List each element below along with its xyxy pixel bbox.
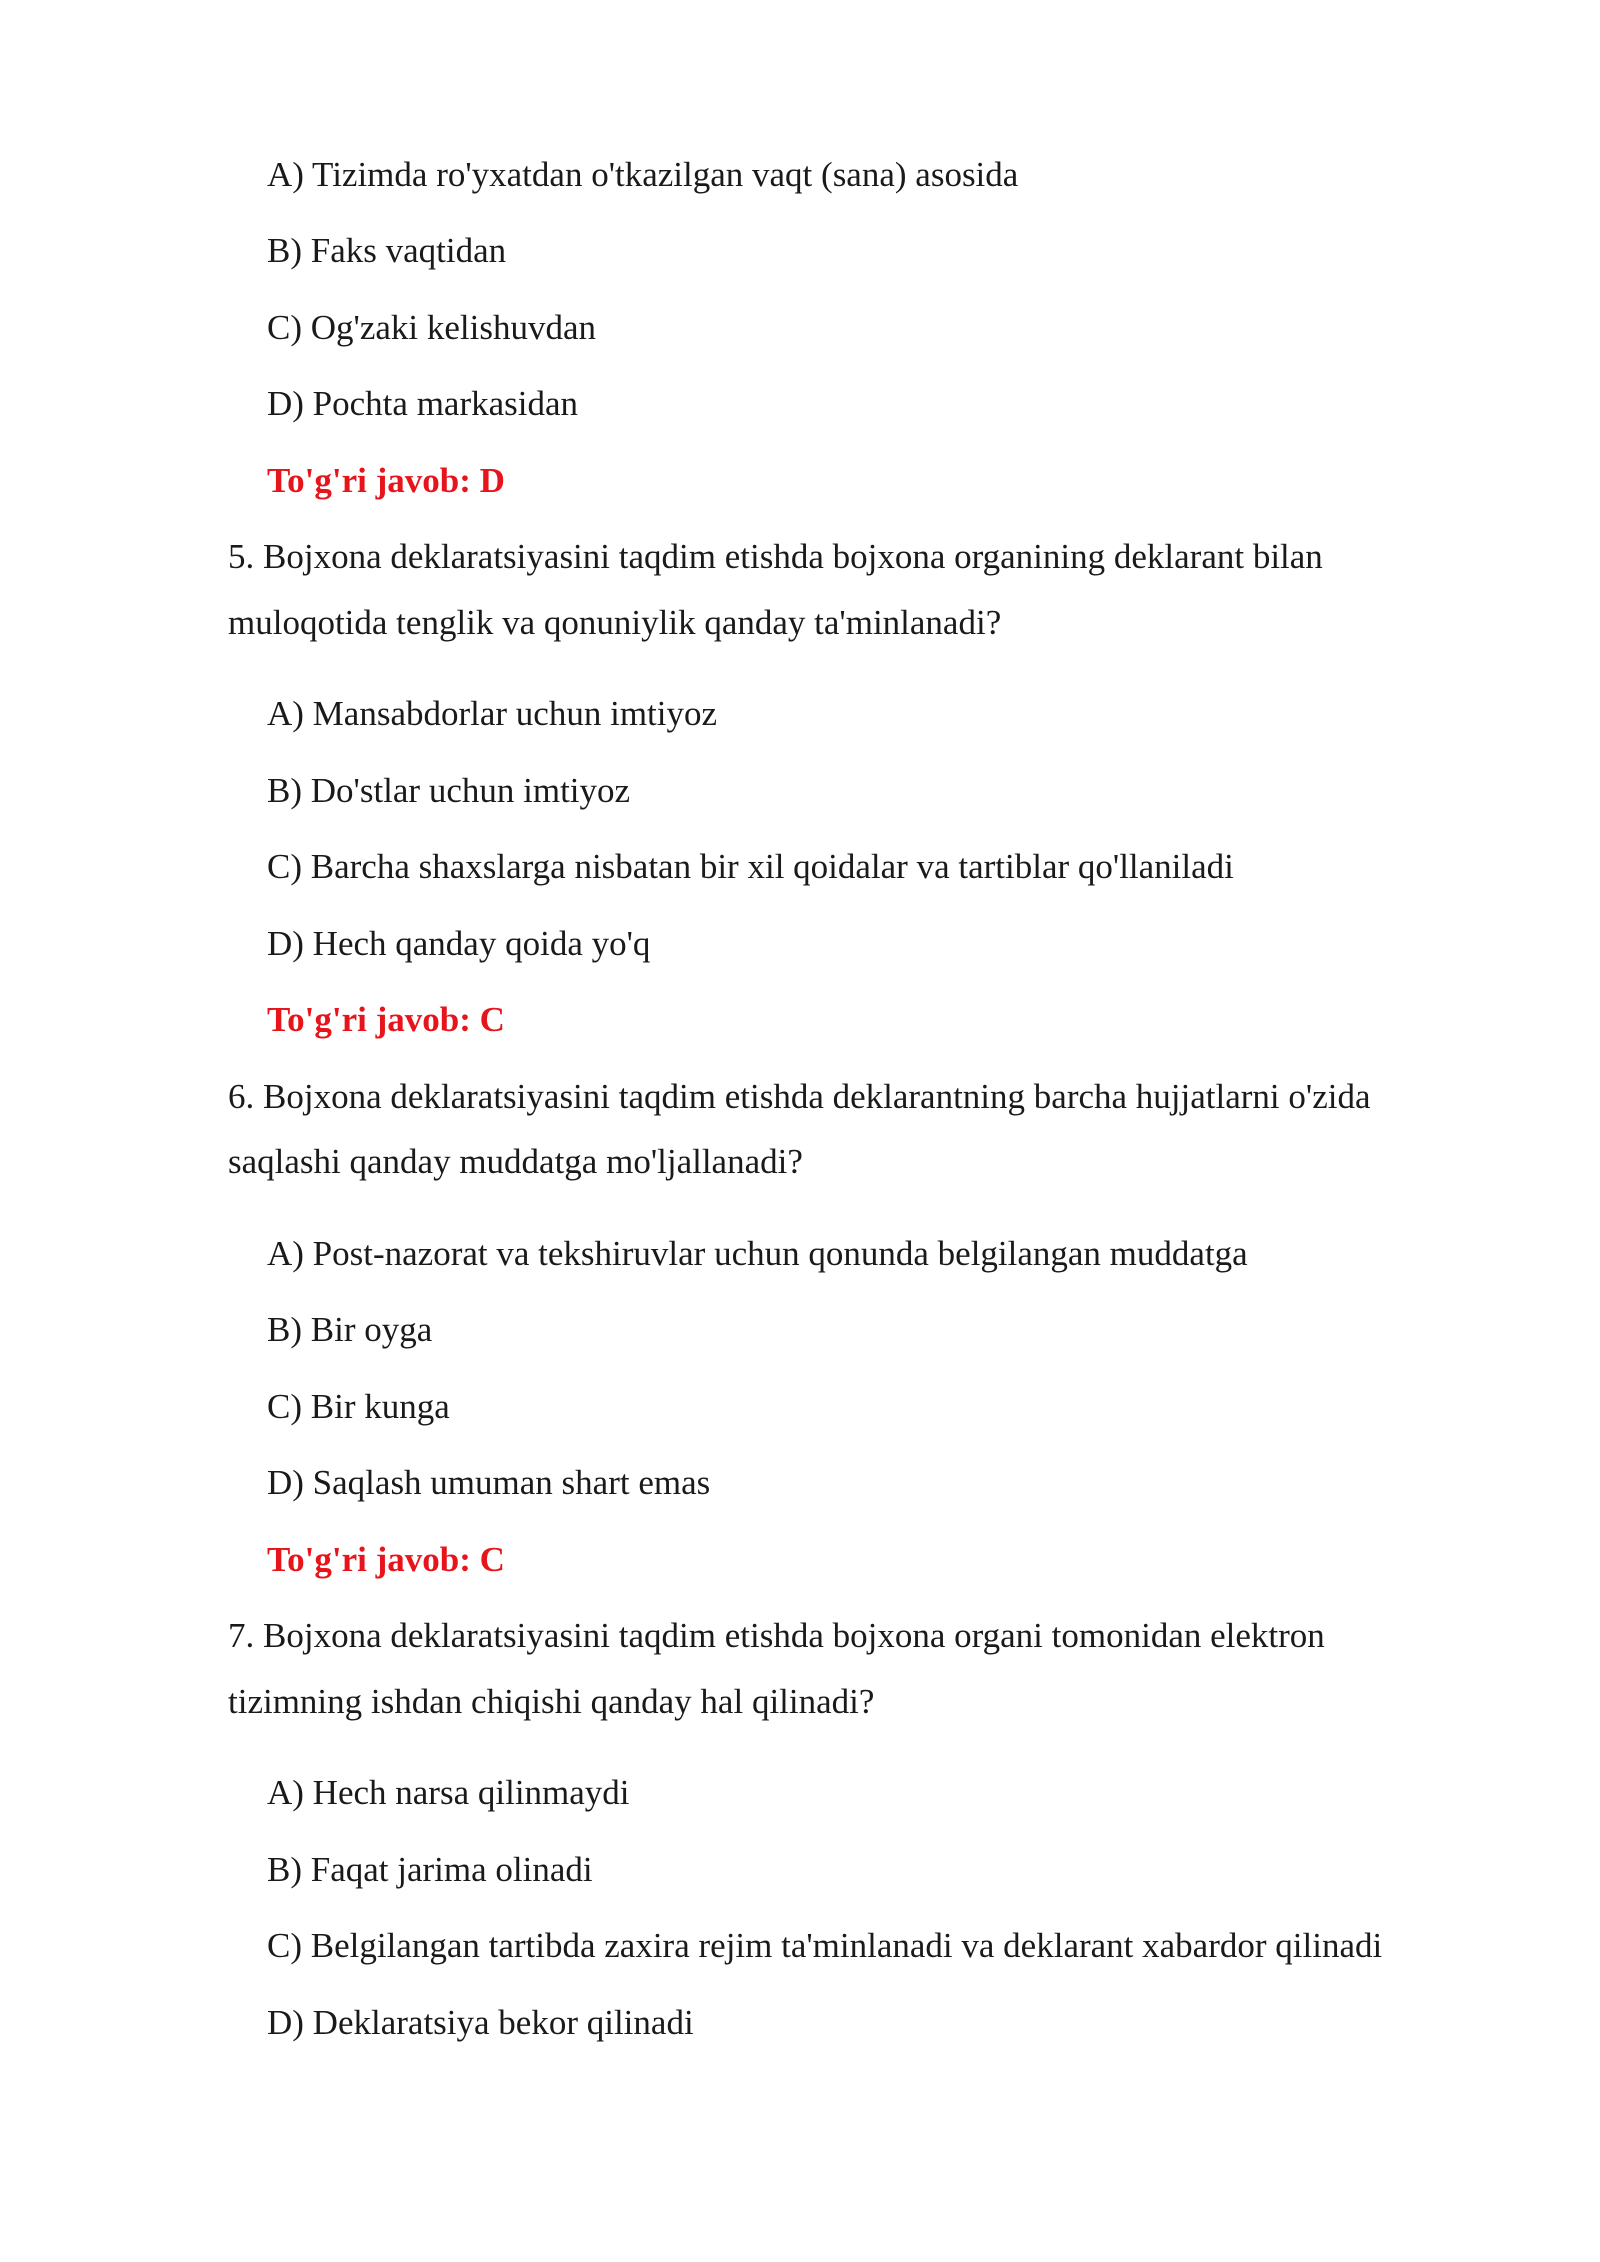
question-text-line-2: saqlashi qanday muddatga mo'ljallanadi? bbox=[228, 1142, 803, 1181]
correct-answer: To'g'ri javob: D bbox=[267, 461, 505, 500]
question-text-line-2: muloqotida tenglik va qonuniylik qanday ta'minlanadi? bbox=[228, 603, 1002, 642]
correct-answer: To'g'ri javob: C bbox=[267, 1540, 505, 1579]
option-c: C) Bir kunga bbox=[267, 1387, 450, 1426]
option-a: A) Mansabdorlar uchun imtiyoz bbox=[267, 694, 718, 733]
option-b: B) Bir oyga bbox=[267, 1310, 433, 1349]
option-d: D) Hech qanday qoida yo'q bbox=[267, 924, 651, 963]
option-c: C) Belgilangan tartibda zaxira rejim ta'minlanadi va deklarant xabardor qilinadi bbox=[267, 1926, 1383, 1965]
correct-answer: To'g'ri javob: C bbox=[267, 1000, 505, 1039]
option-d: D) Saqlash umuman shart emas bbox=[267, 1463, 711, 1502]
question-text-line-2: tizimning ishdan chiqishi qanday hal qilinadi? bbox=[228, 1682, 875, 1721]
option-d: D) Deklaratsiya bekor qilinadi bbox=[267, 2003, 694, 2042]
question-text-line-1: 7. Bojxona deklaratsiyasini taqdim etishda bojxona organi tomonidan elektron bbox=[228, 1616, 1325, 1655]
option-a: A) Hech narsa qilinmaydi bbox=[267, 1773, 630, 1812]
option-a: A) Tizimda ro'yxatdan o'tkazilgan vaqt (sana) asosida bbox=[267, 155, 1019, 194]
question-text-line-1: 5. Bojxona deklaratsiyasini taqdim etishda bojxona organining deklarant bilan bbox=[228, 537, 1323, 576]
option-c: C) Og'zaki kelishuvdan bbox=[267, 308, 597, 347]
option-b: B) Faks vaqtidan bbox=[267, 231, 507, 270]
option-d: D) Pochta markasidan bbox=[267, 384, 579, 423]
option-c: C) Barcha shaxslarga nisbatan bir xil qoidalar va tartiblar qo'llaniladi bbox=[267, 847, 1234, 886]
option-b: B) Faqat jarima olinadi bbox=[267, 1850, 593, 1889]
option-a: A) Post-nazorat va tekshiruvlar uchun qonunda belgilangan muddatga bbox=[267, 1234, 1248, 1273]
question-text-line-1: 6. Bojxona deklaratsiyasini taqdim etishda deklarantning barcha hujjatlarni o'zida bbox=[228, 1077, 1371, 1116]
option-b: B) Do'stlar uchun imtiyoz bbox=[267, 771, 631, 810]
